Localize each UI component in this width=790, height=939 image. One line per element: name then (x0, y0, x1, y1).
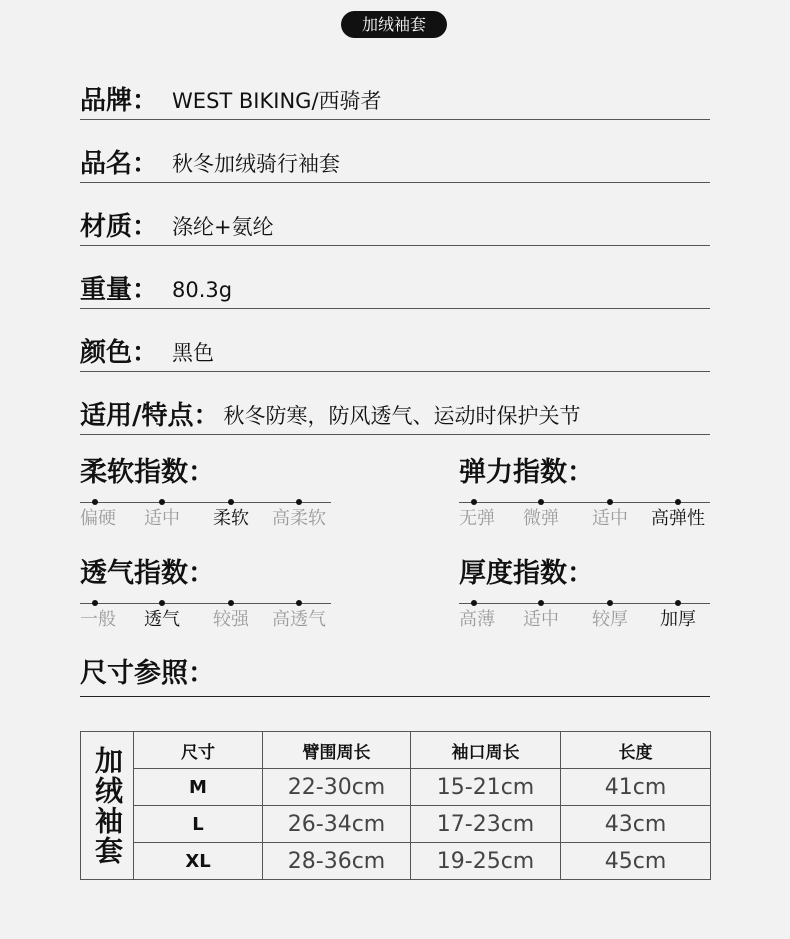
index-option: 适中 (523, 609, 559, 630)
index-option: 加厚 (660, 609, 696, 630)
index-option: 透气 (144, 609, 180, 630)
column-header: 臂围周长 (263, 732, 411, 769)
table-cell: 41cm (561, 769, 711, 806)
spec-row-color (80, 331, 710, 372)
spec-label: 重量 (80, 275, 133, 305)
index-title: 厚度指数： (459, 558, 594, 589)
column-header: 长度 (561, 732, 711, 769)
table-row (81, 843, 711, 880)
index-option: 高弹性 (651, 508, 705, 529)
index-dot (92, 499, 98, 505)
index-option: 适中 (592, 508, 628, 529)
spec-value: 涤纶+氨纶 (172, 215, 274, 239)
index-option: 较厚 (592, 609, 628, 630)
size-chart-title: 尺寸参照： (80, 656, 710, 697)
index-track (459, 603, 710, 604)
table-cell: 43cm (561, 806, 711, 843)
index-dot (471, 499, 477, 505)
index-option: 高薄 (459, 609, 495, 630)
index-title: 弹力指数： (459, 457, 594, 488)
softness-index (80, 456, 331, 531)
breathability-index (80, 557, 331, 632)
spec-row-material (80, 205, 710, 246)
spec-label: 适用/特点 (80, 401, 194, 431)
index-dot (92, 600, 98, 606)
index-dot (228, 499, 234, 505)
spec-label: 颜色 (80, 338, 133, 368)
size-cell: XL (134, 843, 263, 880)
index-option: 偏硬 (80, 508, 116, 529)
index-dot (159, 600, 165, 606)
index-options (459, 507, 710, 531)
index-options (80, 608, 331, 632)
spec-colon: ： (132, 149, 159, 179)
spec-label: 品名 (80, 149, 133, 179)
index-dot (296, 499, 302, 505)
index-dot (538, 499, 544, 505)
table-row (81, 806, 711, 843)
index-track (80, 603, 331, 604)
table-cell: 19-25cm (411, 843, 561, 880)
index-option: 高柔软 (272, 508, 326, 529)
table-cell: 22-30cm (263, 769, 411, 806)
index-dot (471, 600, 477, 606)
spec-label: 材质 (80, 212, 133, 242)
index-dot (675, 600, 681, 606)
size-cell: L (134, 806, 263, 843)
index-dot (228, 600, 234, 606)
index-option: 适中 (144, 508, 180, 529)
size-chart-table (80, 731, 711, 880)
index-title: 柔软指数： (80, 457, 215, 488)
index-title: 透气指数： (80, 558, 215, 589)
spec-value: 80.3g (172, 278, 233, 302)
spec-colon: ： (132, 338, 159, 368)
table-cell: 15-21cm (411, 769, 561, 806)
index-dot (675, 499, 681, 505)
spec-row-weight (80, 268, 710, 309)
index-track (459, 502, 710, 503)
spec-row-features (80, 394, 710, 435)
elasticity-index (459, 456, 710, 531)
index-options (459, 608, 710, 632)
spec-colon: ： (132, 275, 159, 305)
spec-row-brand (80, 79, 710, 120)
table-row (81, 769, 711, 806)
index-dot (296, 600, 302, 606)
index-dot (607, 600, 613, 606)
table-cell: 17-23cm (411, 806, 561, 843)
index-track (80, 502, 331, 503)
column-header: 袖口周长 (411, 732, 561, 769)
spec-row-product-name (80, 142, 710, 183)
spec-value: 秋冬加绒骑行袖套 (172, 152, 341, 176)
index-dot (538, 600, 544, 606)
index-dot (607, 499, 613, 505)
index-option: 较强 (213, 609, 249, 630)
index-option: 高透气 (272, 609, 326, 630)
size-chart-side-label: 加绒袖套 (81, 732, 134, 880)
column-header: 尺寸 (134, 732, 263, 769)
product-title-badge: 加绒袖套 (341, 11, 447, 38)
table-cell: 28-36cm (263, 843, 411, 880)
spec-colon: ： (193, 401, 220, 431)
spec-colon: ： (132, 86, 159, 116)
spec-value: 黑色 (172, 341, 215, 365)
size-cell: M (134, 769, 263, 806)
index-option: 一般 (80, 609, 116, 630)
index-option: 微弹 (523, 508, 559, 529)
spec-value: 秋冬防寒，防风透气、运动时保护关节 (223, 404, 581, 428)
spec-label: 品牌 (80, 86, 133, 116)
spec-value: WEST BIKING/西骑者 (172, 89, 382, 113)
table-header-row (81, 732, 711, 769)
thickness-index (459, 557, 710, 632)
index-dot (159, 499, 165, 505)
index-option: 柔软 (213, 508, 249, 529)
table-cell: 26-34cm (263, 806, 411, 843)
index-option: 无弹 (459, 508, 495, 529)
index-options (80, 507, 331, 531)
spec-colon: ： (132, 212, 159, 242)
table-cell: 45cm (561, 843, 711, 880)
